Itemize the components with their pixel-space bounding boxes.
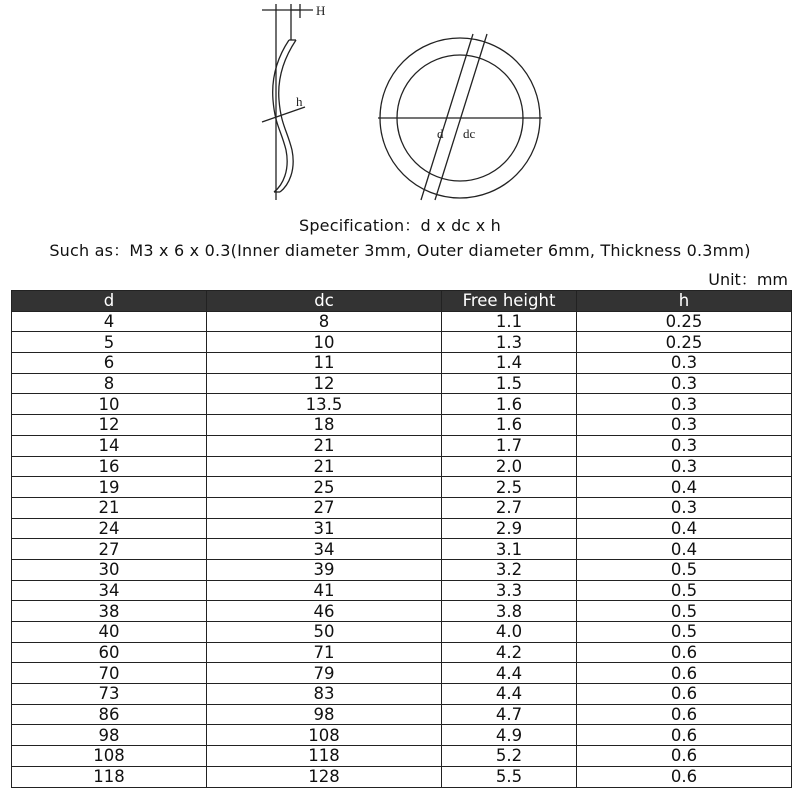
label-H: H bbox=[316, 3, 326, 18]
table-row bbox=[12, 353, 792, 374]
side-view bbox=[262, 4, 313, 200]
cell-dc: 8 bbox=[207, 311, 442, 332]
table-row bbox=[12, 415, 792, 436]
cell-dc: 83 bbox=[207, 684, 442, 705]
cell-free-height: 2.7 bbox=[442, 497, 577, 518]
cell-free-height: 1.7 bbox=[442, 435, 577, 456]
cell-dc: 71 bbox=[207, 642, 442, 663]
cell-h: 0.6 bbox=[577, 766, 792, 787]
table-row bbox=[12, 373, 792, 394]
cell-free-height: 4.4 bbox=[442, 663, 577, 684]
cell-h: 0.6 bbox=[577, 746, 792, 767]
cell-free-height: 3.1 bbox=[442, 539, 577, 560]
cell-d: 21 bbox=[12, 497, 207, 518]
table-row bbox=[12, 518, 792, 539]
cell-d: 60 bbox=[12, 642, 207, 663]
cell-h: 0.4 bbox=[577, 477, 792, 498]
label-h: h bbox=[296, 94, 303, 109]
header-dc: dc bbox=[207, 291, 442, 312]
cell-d: 10 bbox=[12, 394, 207, 415]
cell-d: 16 bbox=[12, 456, 207, 477]
cell-dc: 27 bbox=[207, 497, 442, 518]
cell-dc: 18 bbox=[207, 415, 442, 436]
cell-d: 8 bbox=[12, 373, 207, 394]
cell-h: 0.3 bbox=[577, 435, 792, 456]
cell-d: 70 bbox=[12, 663, 207, 684]
table-row bbox=[12, 622, 792, 643]
cell-dc: 41 bbox=[207, 580, 442, 601]
cell-free-height: 2.5 bbox=[442, 477, 577, 498]
cell-dc: 21 bbox=[207, 456, 442, 477]
cell-d: 73 bbox=[12, 684, 207, 705]
table-row bbox=[12, 663, 792, 684]
cell-dc: 11 bbox=[207, 353, 442, 374]
cell-free-height: 4.2 bbox=[442, 642, 577, 663]
cell-d: 5 bbox=[12, 332, 207, 353]
cell-h: 0.25 bbox=[577, 311, 792, 332]
table-row bbox=[12, 746, 792, 767]
cell-h: 0.5 bbox=[577, 559, 792, 580]
cell-free-height: 3.2 bbox=[442, 559, 577, 580]
table-row bbox=[12, 394, 792, 415]
cell-h: 0.5 bbox=[577, 622, 792, 643]
cell-h: 0.3 bbox=[577, 415, 792, 436]
cell-d: 12 bbox=[12, 415, 207, 436]
cell-d: 30 bbox=[12, 559, 207, 580]
cell-dc: 108 bbox=[207, 725, 442, 746]
cell-h: 0.25 bbox=[577, 332, 792, 353]
cell-h: 0.5 bbox=[577, 580, 792, 601]
cell-dc: 39 bbox=[207, 559, 442, 580]
table-row bbox=[12, 642, 792, 663]
cell-free-height: 2.0 bbox=[442, 456, 577, 477]
table-header-row bbox=[12, 291, 792, 312]
specification-text: Specification：d x dc x h bbox=[298, 216, 502, 235]
cell-dc: 10 bbox=[207, 332, 442, 353]
cell-free-height: 3.8 bbox=[442, 601, 577, 622]
cell-free-height: 4.0 bbox=[442, 622, 577, 643]
table-row bbox=[12, 580, 792, 601]
label-d: d bbox=[437, 126, 444, 141]
table-row bbox=[12, 311, 792, 332]
cell-h: 0.6 bbox=[577, 642, 792, 663]
cell-free-height: 1.3 bbox=[442, 332, 577, 353]
cell-d: 6 bbox=[12, 353, 207, 374]
cell-dc: 50 bbox=[207, 622, 442, 643]
cell-d: 19 bbox=[12, 477, 207, 498]
cell-free-height: 4.7 bbox=[442, 704, 577, 725]
cell-h: 0.6 bbox=[577, 684, 792, 705]
cell-dc: 98 bbox=[207, 704, 442, 725]
table-row bbox=[12, 435, 792, 456]
cell-d: 14 bbox=[12, 435, 207, 456]
cell-dc: 34 bbox=[207, 539, 442, 560]
cell-free-height: 5.2 bbox=[442, 746, 577, 767]
cell-h: 0.4 bbox=[577, 539, 792, 560]
cell-free-height: 4.4 bbox=[442, 684, 577, 705]
cell-d: 34 bbox=[12, 580, 207, 601]
cell-free-height: 1.4 bbox=[442, 353, 577, 374]
cell-free-height: 1.6 bbox=[442, 394, 577, 415]
wave-washer-drawing bbox=[0, 0, 800, 210]
cell-dc: 13.5 bbox=[207, 394, 442, 415]
cell-dc: 46 bbox=[207, 601, 442, 622]
header-h: h bbox=[577, 291, 792, 312]
cell-dc: 21 bbox=[207, 435, 442, 456]
cell-h: 0.5 bbox=[577, 601, 792, 622]
cell-h: 0.6 bbox=[577, 704, 792, 725]
cell-h: 0.6 bbox=[577, 663, 792, 684]
cell-h: 0.3 bbox=[577, 373, 792, 394]
cell-d: 24 bbox=[12, 518, 207, 539]
cell-dc: 12 bbox=[207, 373, 442, 394]
cell-h: 0.4 bbox=[577, 518, 792, 539]
table-row bbox=[12, 766, 792, 787]
table-row bbox=[12, 332, 792, 353]
example-text: Such as：M3 x 6 x 0.3(Inner diameter 3mm, Outer diameter 6mm, Thickness 0.3mm) bbox=[49, 241, 751, 260]
table-row bbox=[12, 725, 792, 746]
cell-dc: 128 bbox=[207, 766, 442, 787]
cell-d: 38 bbox=[12, 601, 207, 622]
cell-h: 0.3 bbox=[577, 394, 792, 415]
cell-h: 0.3 bbox=[577, 456, 792, 477]
cell-h: 0.6 bbox=[577, 725, 792, 746]
cell-d: 4 bbox=[12, 311, 207, 332]
table-row bbox=[12, 456, 792, 477]
table-row bbox=[12, 539, 792, 560]
cell-free-height: 3.3 bbox=[442, 580, 577, 601]
cell-free-height: 4.9 bbox=[442, 725, 577, 746]
cell-free-height: 2.9 bbox=[442, 518, 577, 539]
label-dc: dc bbox=[463, 126, 476, 141]
table-row bbox=[12, 704, 792, 725]
cell-d: 27 bbox=[12, 539, 207, 560]
header-d: d bbox=[12, 291, 207, 312]
cell-dc: 31 bbox=[207, 518, 442, 539]
front-view bbox=[378, 34, 542, 200]
cell-d: 98 bbox=[12, 725, 207, 746]
cell-dc: 79 bbox=[207, 663, 442, 684]
cell-dc: 25 bbox=[207, 477, 442, 498]
cell-free-height: 1.6 bbox=[442, 415, 577, 436]
cell-d: 118 bbox=[12, 766, 207, 787]
table-row bbox=[12, 559, 792, 580]
header-free-height: Free height bbox=[442, 291, 577, 312]
cell-free-height: 1.1 bbox=[442, 311, 577, 332]
cell-h: 0.3 bbox=[577, 497, 792, 518]
spec-table bbox=[11, 290, 792, 788]
table-row bbox=[12, 601, 792, 622]
cell-h: 0.3 bbox=[577, 353, 792, 374]
cell-free-height: 1.5 bbox=[442, 373, 577, 394]
table-row bbox=[12, 684, 792, 705]
cell-d: 108 bbox=[12, 746, 207, 767]
cell-free-height: 5.5 bbox=[442, 766, 577, 787]
cell-d: 40 bbox=[12, 622, 207, 643]
table-row bbox=[12, 477, 792, 498]
unit-text: Unit：mm bbox=[708, 270, 788, 289]
cell-dc: 118 bbox=[207, 746, 442, 767]
table-row bbox=[12, 497, 792, 518]
cell-d: 86 bbox=[12, 704, 207, 725]
